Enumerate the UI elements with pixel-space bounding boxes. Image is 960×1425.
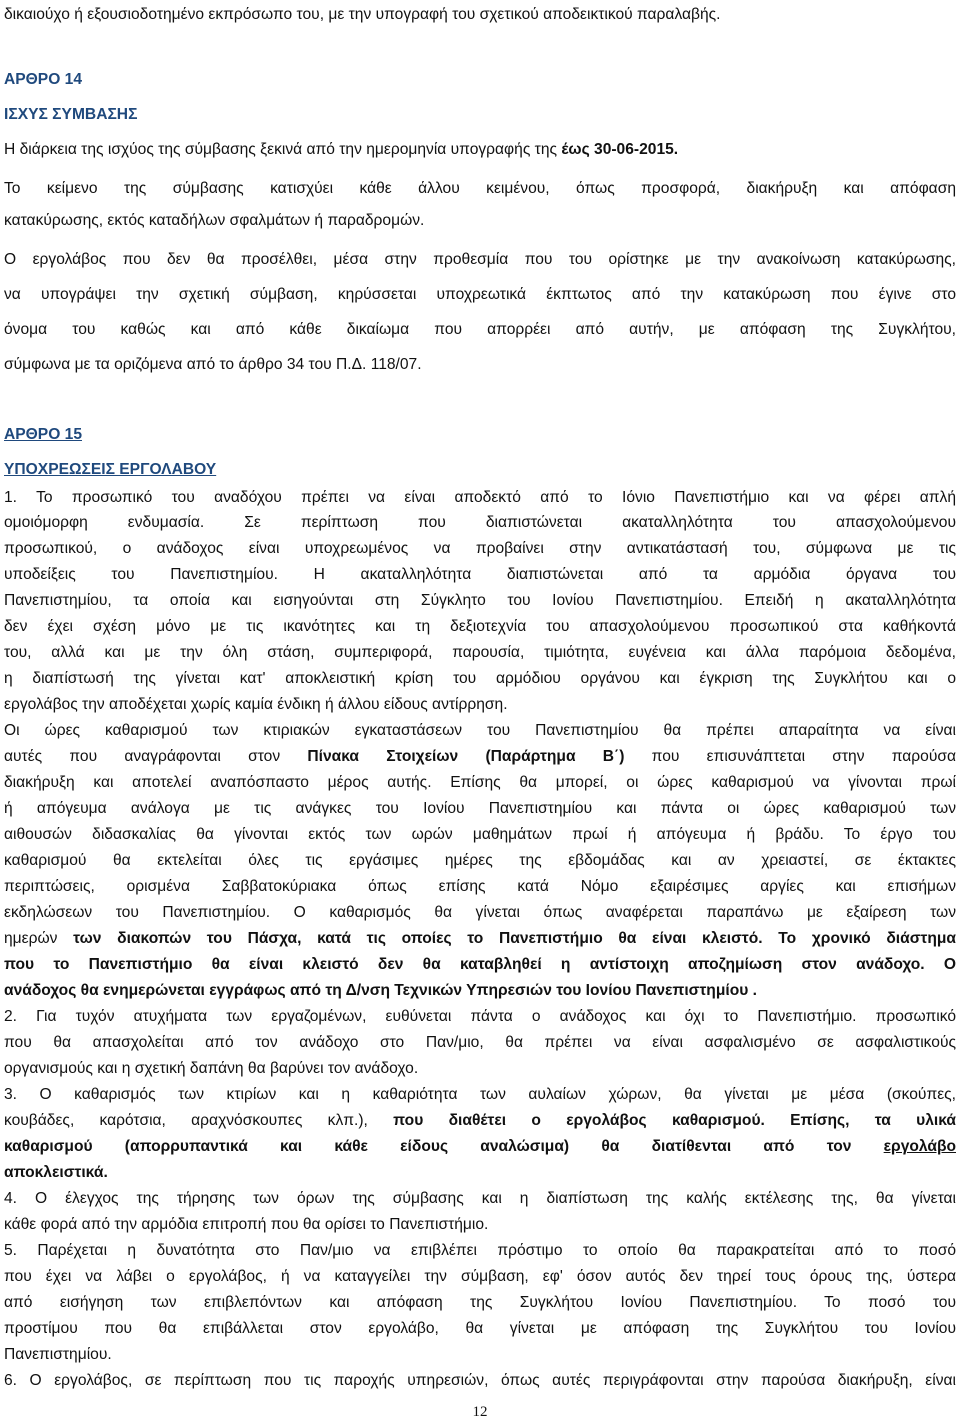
article-15-line: 4. Ο έλεγχος της τήρησης των όρων της σύμβασης και η διαπίστωση της καλής εκτέλεσης της, θα γίνεται — [4, 1190, 956, 1207]
article-15-line: 2. Για τυχόν ατυχήματα των εργαζομένων, ευθύνεται πάντα ο ανάδοχος και όχι το Πανεπιστήμιο. προσωπικό — [4, 1008, 956, 1025]
article-15-line: προστίμου που θα επιβάλλεται στον εργολάβο, θα γίνεται με απόφαση της Συγκλήτου του Ιονίου — [4, 1320, 956, 1337]
article-15-line: που το Πανεπιστήμιο θα είναι κλειστό δεν θα καταβληθεί η αντίστοιχη αποζημίωση στον ανάδοχο. Ο — [4, 956, 956, 973]
intro-line: δικαιούχο ή εξουσιοδοτημένο εκπρόσωπο του, με την υπογραφή του σχετικού αποδεικτικού παραλαβής. — [4, 6, 721, 23]
article-15-line: εκδηλώσεων του Πανεπιστημίου. Ο καθαρισμός θα γίνεται όπως αναφέρεται παραπάνω με εξαίρεση των — [4, 904, 956, 921]
article-15-line: προσωπικού, ο ανάδοχος είναι υποχρεωμένος να προβαίνει στην αντικατάστασή του, σύμφωνα με τις — [4, 540, 956, 557]
article-15-line: 5. Παρέχεται η δυνατότητα στο Παν/μιο να επιβλέπει πρόστιμο το οποίο θα παρακρατείται από το ποσό — [4, 1242, 956, 1259]
article-15-line: του, αλλά και με την όλη στάση, συμπεριφορά, παρουσία, τιμιότητα, ευγένεια και άλλα παρόμοια δεδομένα, — [4, 644, 956, 661]
article-14-line: κατακύρωσης, εκτός καταδήλων σφαλμάτων ή παραδρομών. — [4, 212, 425, 229]
article-15-line: διακήρυξη και αποτελεί αναπόσπαστο μέρος αυτής. Επίσης θα μπορεί, οι ώρες καθαρισμού να γίνονται πρωί — [4, 774, 956, 791]
article-15-line: ημερών των διακοπών του Πάσχα, κατά τις οποίες το Πανεπιστήμιο θα είναι κλειστό. Το χρονικό διάστημα — [4, 930, 956, 947]
article-15-line: καθαρισμού (απορρυπαντικά και κάθε είδους αναλώσιμα) θα διατίθενται από τον εργολάβο — [4, 1138, 956, 1155]
article-15-line: που έχει να λάβει ο εργολάβος, ή να καταγγείλει την σύμβαση, εφ' όσον αυτός δεν τηρεί τους όρους της, ύστερα — [4, 1268, 956, 1285]
article-15-line: 6. Ο εργολάβος, σε περίπτωση που τις παροχής υπηρεσιών, όπως αυτές περιγράφονται στην παρούσα διακήρυξη, είναι — [4, 1372, 956, 1389]
article-15-line: ανάδοχος θα ενημερώνεται εγγράφως από τη Δ/νση Τεχνικών Υπηρεσιών του Ιονίου Πανεπιστημίου . — [4, 982, 757, 999]
article-15-line: κάθε φορά από την αρμόδια επιτροπή που θα ορίσει το Πανεπιστήμιο. — [4, 1216, 489, 1233]
article-15-line: κουβάδες, καρότσια, αραχνόσκουπες κλπ.), που διαθέτει ο εργολάβος καθαρισμού. Επίσης, τα υλικά — [4, 1112, 956, 1129]
article-15-line: αιθουσών διδασκαλίας θα γίνονται εκτός των ωρών μαθημάτων πρωί ή απόγευμα ή βράδυ. Το έργο του — [4, 826, 956, 843]
article-14-line: σύμφωνα με τα οριζόμενα από το άρθρο 34 του Π.Δ. 118/07. — [4, 356, 422, 373]
article-14-line: Ο εργολάβος που δεν θα προσέλθει, μέσα στην προθεσμία που του ορίστηκε με την ανακοίνωση κατακύρωσης, — [4, 251, 956, 268]
page-number: 12 — [472, 1404, 488, 1420]
article-15-line: Οι ώρες καθαρισμού των κτιριακών εγκαταστάσεων του Πανεπιστημίου θα πρέπει απαραίτητα να είναι — [4, 722, 956, 739]
article-15-line: υποδείξεις του Πανεπιστημίου. Η ακαταλληλότητα διαπιστώνεται από τα αρμόδια όργανα του — [4, 566, 956, 583]
article-15-line: Πανεπιστημίου, τα οποία και εισηγούνται στη Σύγκλητο του Ιονίου Πανεπιστημίου. Επειδή η ακαταλληλότητα — [4, 592, 956, 609]
article-15-line: Πανεπιστημίου. — [4, 1346, 112, 1363]
article-15-line: εργολάβος την αποδέχεται χωρίς καμία ένδικη ή άλλου είδους αντίρρηση. — [4, 696, 508, 713]
article-15-line: 1. Το προσωπικό του αναδόχου πρέπει να είναι αποδεκτό από το Ιόνιο Πανεπιστήμιο και να φέρει απλή — [4, 489, 956, 506]
article-15-line: περιπτώσεις, ορισμένα Σαββατοκύριακα όπως επίσης κατά Νόμο εξαιρέσιμες αργίες και επισήμων — [4, 878, 956, 895]
article-15-line: δεν έχει σχέση μόνο με τις ικανότητες και τη δεξιοτεχνία του απασχολούμενου προσωπικού στα καθήκοντά — [4, 618, 956, 635]
article-14-title: ΑΡΘΡΟ 14 — [4, 71, 82, 88]
article-15-title: ΑΡΘΡΟ 15 — [4, 426, 82, 443]
article-15-line: αποκλειστικά. — [4, 1164, 108, 1181]
article-15-subtitle: ΥΠΟΧΡΕΩΣΕΙΣ ΕΡΓΟΛΑΒΟΥ — [4, 461, 217, 478]
article-15-line: η διαπίστωσή της γίνεται κατ' αποκλειστική κρίση του αρμόδιου οργάνου και έγκριση της Συγκλήτου και ο — [4, 670, 956, 687]
article-15-line: από εισήγηση των επιβλεπόντων και απόφαση της Συγκλήτου Ιονίου Πανεπιστημίου. Το ποσό του — [4, 1294, 956, 1311]
article-15-line: καθαρισμού θα εκτελείται όλες τις εργάσιμες ημέρες της εβδομάδας και αν χρειαστεί, σε έκτακτες — [4, 852, 956, 869]
article-14-line: Η διάρκεια της ισχύος της σύμβασης ξεκινά από την ημερομηνία υπογραφής της έως 30-06-2015. — [4, 141, 679, 158]
article-15-line: αυτές που αναγράφονται στον Πίνακα Στοιχείων (Παράρτημα Β΄) που επισυνάπτεται στην παρούσα — [4, 748, 957, 765]
article-15-line: ομοιόμορφη ενδυμασία. Σε περίπτωση που διαπιστώνεται ακαταλληλότητα του απασχολούμενου — [4, 514, 956, 531]
article-15-line: που θα απασχολείται από τον ανάδοχο στο Παν/μιο, θα πρέπει να είναι ασφαλισμένο σε ασφαλιστικούς — [4, 1034, 956, 1051]
article-14-subtitle: ΙΣΧΥΣ ΣΥΜΒΑΣΗΣ — [4, 106, 138, 123]
article-14-line: Το κείμενο της σύμβασης κατισχύει κάθε άλλου κειμένου, όπως προσφορά, διακήρυξη και απόφαση — [4, 180, 956, 197]
article-14-line: να υπογράψει την σχετική σύμβαση, κηρύσσεται υποχρεωτικά έκπτωτος από την κατακύρωση που έγινε στο — [4, 286, 956, 303]
article-15-line: 3. Ο καθαρισμός των κτιρίων και η καθαριότητα των αυλαίων χώρων, θα γίνεται με μέσα (σκούπες, — [4, 1086, 956, 1103]
article-14-line: όνομα του καθώς και από κάθε δικαίωμα που απορρέει από αυτήν, με απόφαση της Συγκλήτου, — [4, 321, 956, 338]
article-15-line: ή απόγευμα ανάλογα με τις ανάγκες του Ιονίου Πανεπιστημίου και πάντα οι ώρες καθαρισμού των — [4, 800, 956, 817]
article-15-line: οργανισμούς και η σχετική δαπάνη θα βαρύνει τον ανάδοχο. — [4, 1060, 419, 1077]
